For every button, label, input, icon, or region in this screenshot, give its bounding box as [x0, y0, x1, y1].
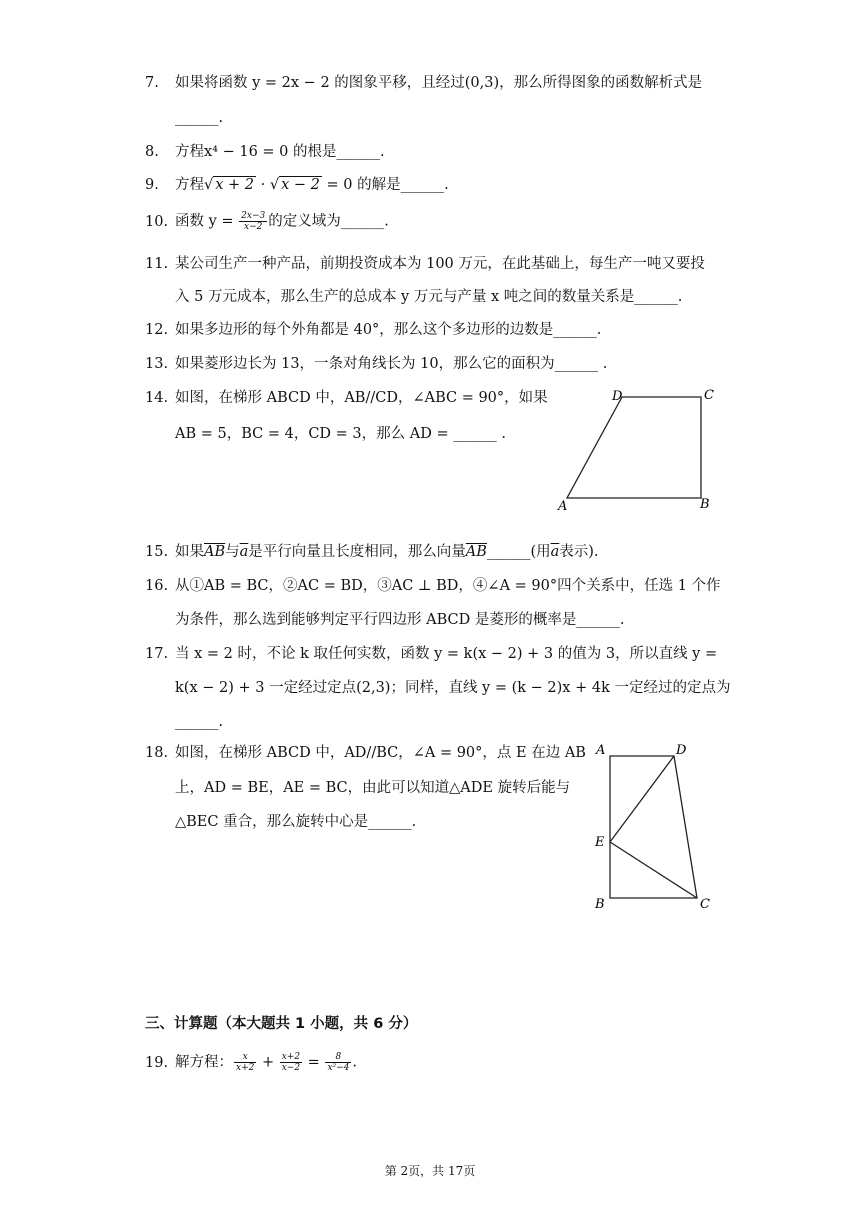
vector-a: $\overline{a}$: [550, 544, 560, 560]
denominator: x−2: [281, 1063, 301, 1073]
question-text: 与: [225, 544, 240, 560]
fraction: [280, 1052, 302, 1073]
question-text: ______(用: [486, 544, 551, 560]
question-17: [145, 644, 725, 664]
denominator: x²−4: [327, 1063, 350, 1073]
dot-operator: ·: [256, 177, 270, 193]
question-number: 11.: [145, 256, 169, 272]
segment-ec: [610, 842, 697, 898]
question-18-cont: 上，AD = BE，AE = BC，由此可以知道△ADE 旋转后能与: [175, 780, 571, 796]
sqrt-term: x − 2: [281, 177, 320, 193]
denominator: x−2: [244, 222, 263, 232]
question-9: 9. 方程√ x + 2 · √ x − 2 = 0 的解是______.: [145, 177, 449, 193]
label-c: C: [700, 897, 710, 912]
numerator: x+2: [281, 1052, 301, 1062]
question-text: 如果多边形的每个外角都是 40°，那么这个多边形的边数是______.: [175, 322, 602, 338]
question-13: [145, 354, 725, 374]
label-b: B: [700, 497, 710, 512]
question-text: = 0 的解是______.: [321, 177, 449, 193]
question-number: 15.: [145, 544, 169, 560]
section-heading: 三、计算题（本大题共 1 小题，共 6 分）: [145, 1016, 418, 1032]
question-11-cont: 入 5 万元成本，那么生产的总成本 y 万元与产量 x 吨之间的数量关系是______.: [175, 289, 683, 305]
numerator: x: [234, 1052, 256, 1063]
question-number: 17.: [145, 646, 169, 662]
question-number: 14.: [145, 390, 169, 406]
question-number: 18.: [145, 745, 169, 761]
question-text: 方程: [175, 177, 204, 193]
label-b: B: [595, 897, 605, 912]
question-19: [145, 1052, 725, 1073]
fraction: [234, 1052, 256, 1073]
question-number: 12.: [145, 322, 169, 338]
fraction: [239, 211, 267, 232]
question-text: 函数 y =: [175, 213, 239, 230]
plus-operator: +: [257, 1054, 279, 1071]
numerator: 2x−3: [241, 211, 266, 221]
question-11: [145, 254, 725, 274]
label-a: A: [558, 499, 568, 514]
equals-operator: =: [303, 1054, 325, 1071]
question-number: 7.: [145, 75, 159, 91]
question-number: 19.: [145, 1054, 169, 1071]
label-c: C: [704, 388, 714, 403]
question-text: 如果菱形边长为 13，一条对角线长为 10，那么它的面积为______ .: [175, 356, 608, 372]
question-text: 的定义域为______.: [268, 213, 389, 230]
label-e: E: [595, 835, 605, 850]
question-8: [145, 142, 725, 162]
figure-14-trapezoid: [550, 382, 730, 517]
question-text: 如果将函数 y = 2x − 2 的图象平移，且经过(0,3)，那么所得图象的函数解析式是: [175, 75, 703, 91]
trapezoid-shape: [610, 756, 697, 898]
page-footer: 第 2页，共 17页: [384, 1164, 476, 1178]
question-text: .: [352, 1054, 357, 1071]
question-text: 某公司生产一种产品，前期投资成本为 100 万元，在此基础上，每生产一吨又要投: [175, 256, 705, 272]
question-number: 16.: [145, 578, 169, 594]
question-text: 表示).: [559, 544, 599, 560]
question-16: [145, 576, 725, 596]
question-text: 如图，在梯形 ABCD 中，AD//BC，∠A = 90°，点 E 在边 AB: [175, 745, 586, 761]
question-7: [145, 73, 725, 93]
question-number: 13.: [145, 356, 169, 372]
question-number: 9.: [145, 177, 159, 193]
question-18-cont: △BEC 重合，那么旋转中心是______.: [175, 814, 417, 830]
question-15: [145, 542, 725, 562]
question-14-cont: AB = 5，BC = 4，CD = 3，那么 AD = ______ .: [175, 426, 506, 442]
vector-a: $\overline{a}$: [239, 544, 249, 560]
numerator: 8: [325, 1052, 351, 1063]
question-16-cont: 为条件，那么选到能够判定平行四边形 ABCD 是菱形的概率是______.: [175, 612, 625, 628]
fraction: [325, 1052, 351, 1073]
sqrt-term: x + 2: [215, 177, 255, 193]
denominator: x+2: [236, 1063, 255, 1073]
question-text: 方程x⁴ − 16 = 0 的根是______.: [175, 144, 385, 160]
question-number: 8.: [145, 144, 159, 160]
question-7-blank: ______.: [175, 110, 224, 126]
question-text: 如果: [175, 544, 204, 560]
question-10: [145, 211, 725, 232]
label-d: D: [612, 389, 623, 404]
question-number: 10.: [145, 213, 169, 230]
vector-ab: $\overline{AB}$: [204, 544, 226, 560]
question-text: 当 x = 2 时，不论 k 取任何实数，函数 y = k(x − 2) + 3 的值为 3，所以直线 y =: [175, 646, 718, 662]
segment-ed: [610, 756, 674, 842]
question-17-blank: ______.: [175, 714, 224, 730]
question-text: 如图，在梯形 ABCD 中，AB//CD，∠ABC = 90°，如果: [175, 390, 548, 406]
vector-ab: $\overline{AB}$: [465, 544, 487, 560]
label-d: D: [676, 743, 687, 758]
trapezoid-shape: [567, 397, 701, 498]
question-17-cont: k(x − 2) + 3 一定经过定点(2,3)；同样，直线 y = (k − 2)x + 4k 一定经过的定点为: [175, 680, 731, 696]
question-text: 从①AB = BC，②AC = BD，③AC ⊥ BD，④∠A = 90°四个关系中，任选 1 个作: [175, 578, 721, 594]
question-text: 是平行向量且长度相同，那么向量: [248, 544, 466, 560]
question-text: 解方程：: [175, 1054, 233, 1071]
figure-18-trapezoid: [590, 736, 720, 916]
question-12: [145, 320, 725, 340]
label-a: A: [596, 743, 606, 758]
